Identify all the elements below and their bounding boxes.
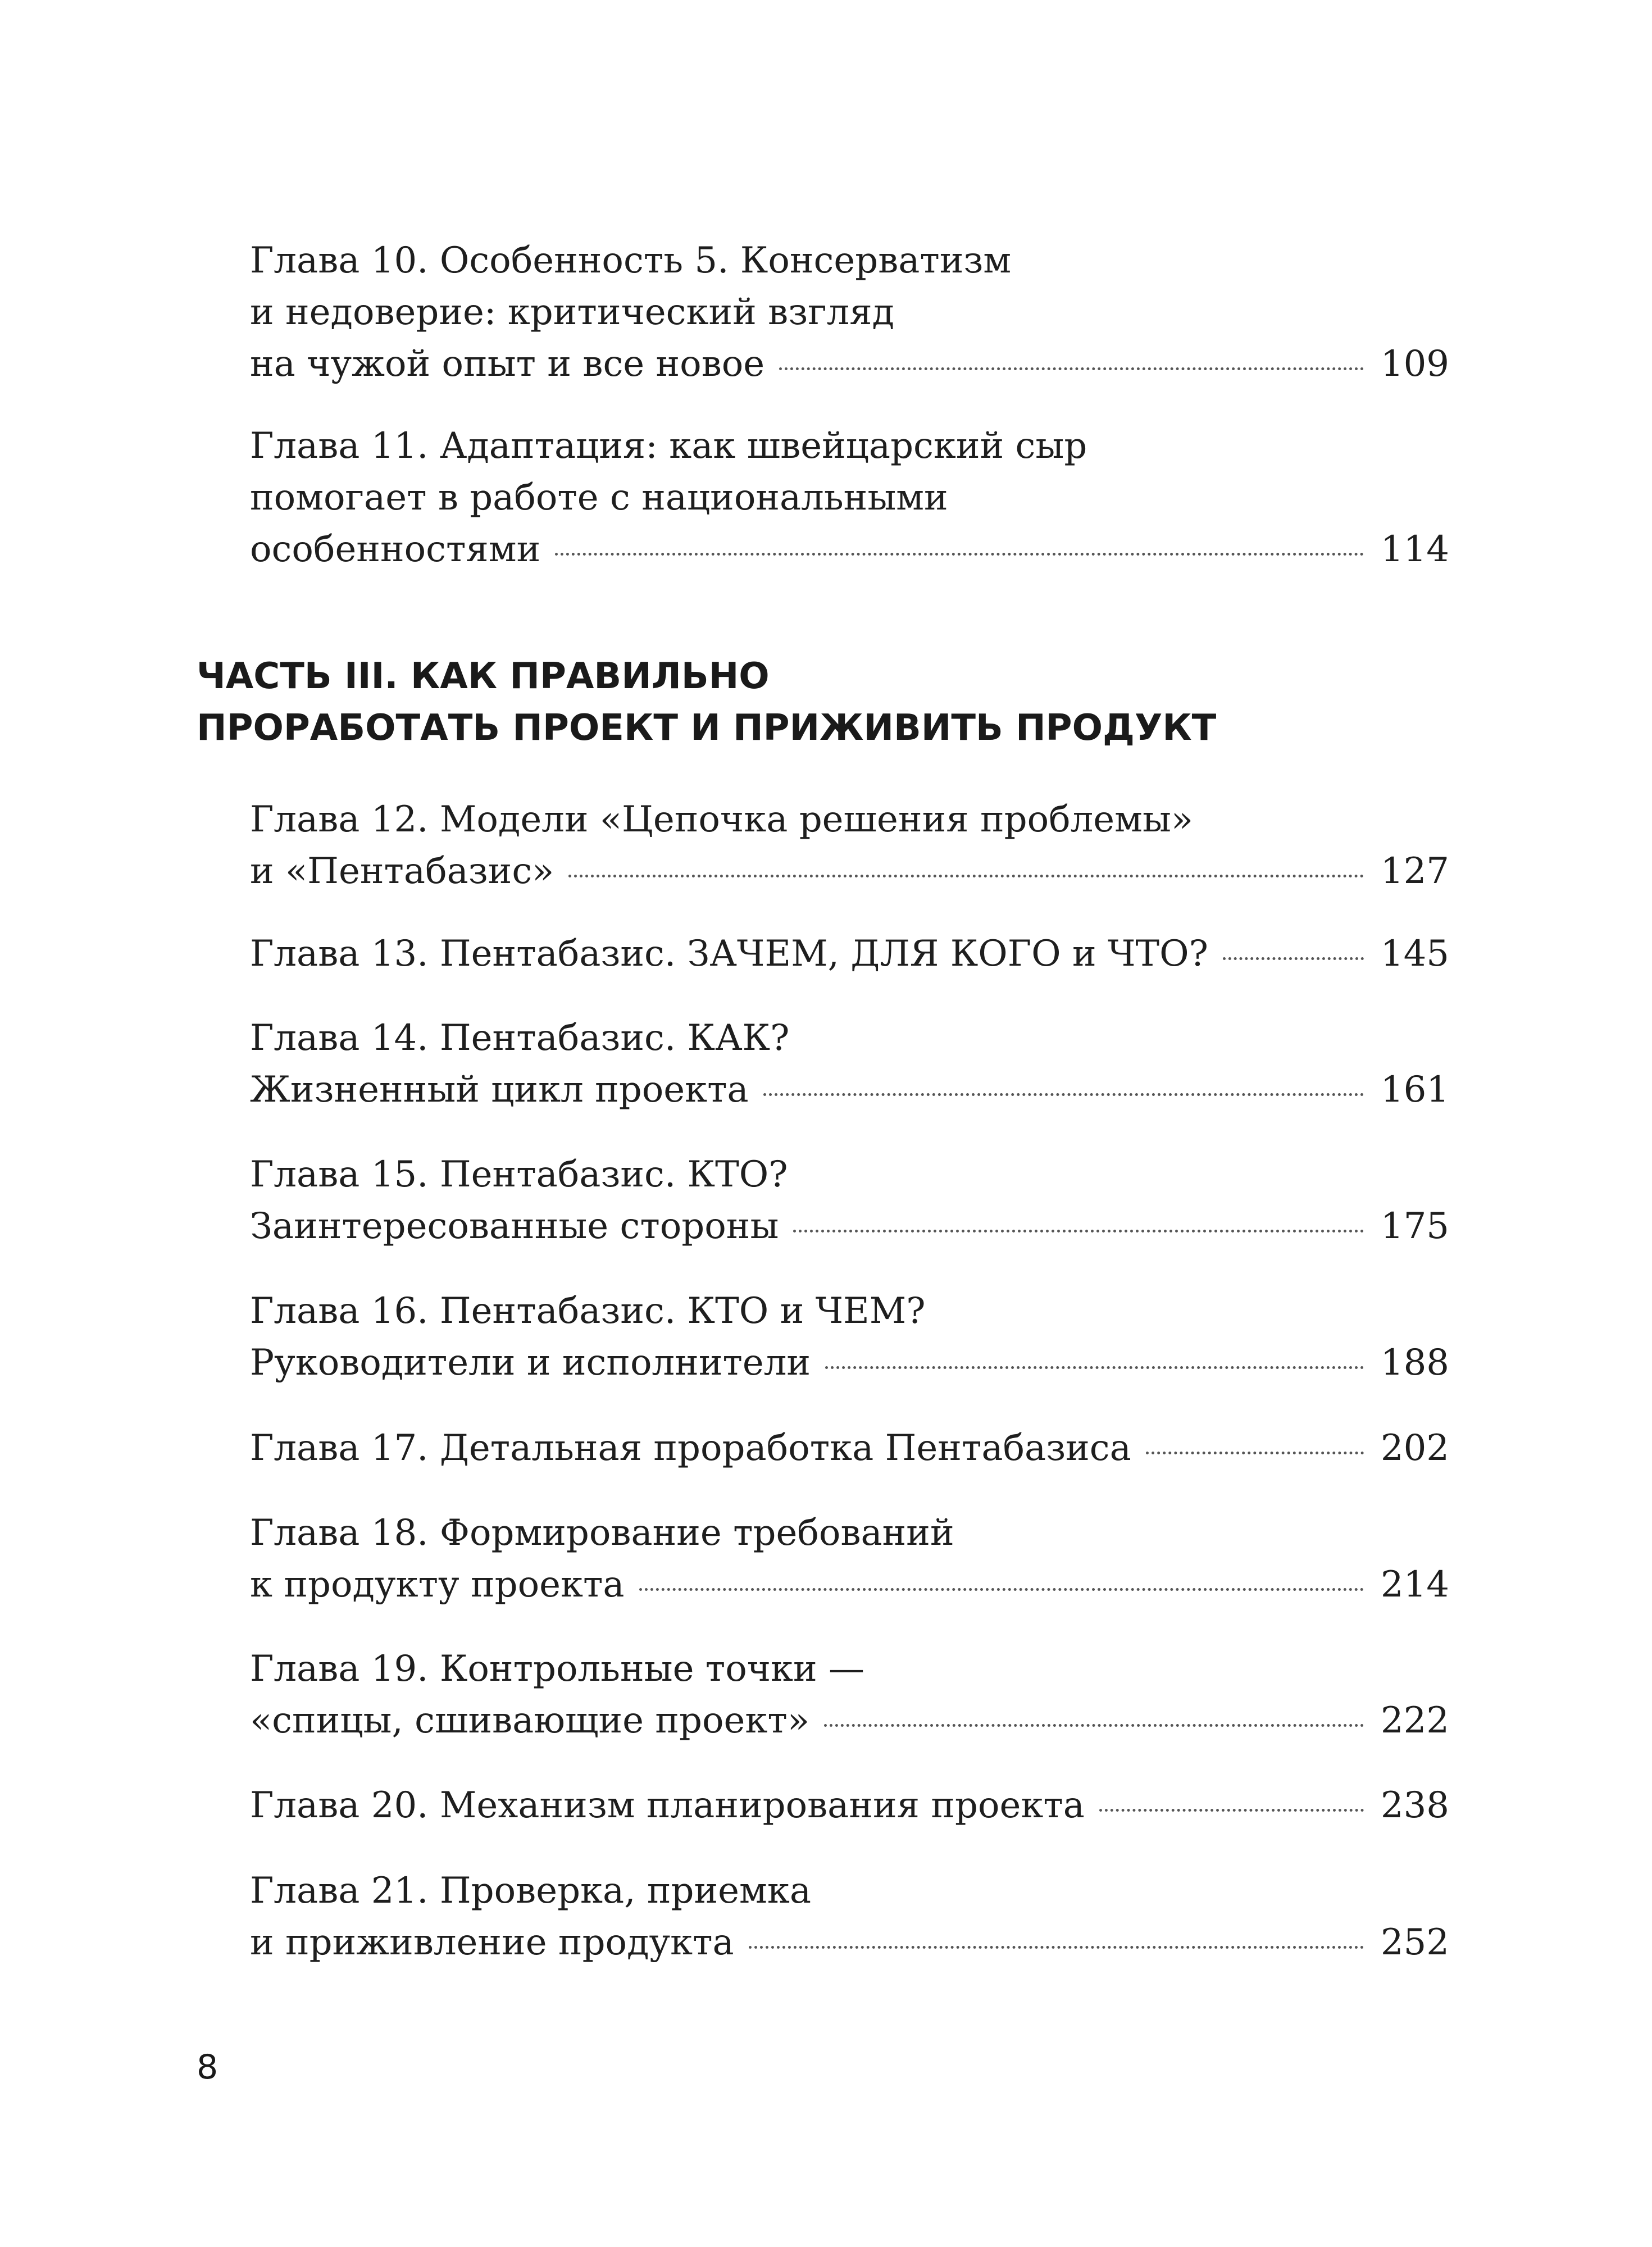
dot-leader (793, 1230, 1363, 1232)
toc-entry-line: Глава 10. Особенность 5. Консерватизм (250, 240, 1012, 281)
dot-leader (639, 1588, 1364, 1591)
dot-leader (824, 1724, 1364, 1727)
toc-entry-last-line (250, 1200, 1449, 1252)
toc-entry-chapter-11 (250, 420, 1449, 575)
dot-leader (568, 875, 1364, 877)
toc-entry-line: Глава 17. Детальная проработка Пентабазиса (250, 1427, 1131, 1469)
toc-entry-line: Глава 11. Адаптация: как швейцарский сыр (250, 425, 1087, 467)
dot-leader (1146, 1452, 1364, 1454)
toc-entry-last-line (250, 1917, 1449, 1968)
toc-entry-line: Глава 12. Модели «Цепочка решения проблемы» (250, 799, 1194, 840)
toc-entry-last-line (250, 1422, 1449, 1474)
toc-entry-chapter-10 (250, 235, 1449, 390)
toc-entry-line: Жизненный цикл проекта (250, 1069, 749, 1111)
dot-leader (763, 1093, 1364, 1096)
toc-entry-line: особенностями (250, 529, 541, 570)
dot-leader (749, 1946, 1364, 1949)
page-folio: 8 (197, 2048, 219, 2087)
dot-leader (555, 553, 1364, 556)
toc-page-number: 222 (1380, 1700, 1449, 1741)
toc-entry-chapter-18 (250, 1507, 1449, 1611)
dot-leader (1223, 957, 1364, 960)
toc-entry-last-line (250, 338, 1449, 390)
toc-entry-chapter-17 (250, 1422, 1449, 1474)
toc-page-number: 114 (1380, 529, 1449, 570)
section-heading-line: ЧАСТЬ III. КАК ПРАВИЛЬНО (197, 656, 770, 697)
toc-page-number: 109 (1380, 343, 1449, 385)
toc-entry-line: помогает в работе с национальными (250, 477, 948, 518)
toc-entry-last-line (250, 928, 1449, 980)
dot-leader (1099, 1809, 1364, 1812)
toc-entry-line: к продукту проекта (250, 1564, 625, 1605)
toc-entry-chapter-15 (250, 1149, 1449, 1252)
toc-entry-line: Глава 21. Проверка, приемка (250, 1870, 811, 1912)
toc-entry-last-line (250, 845, 1449, 897)
toc-entry-last-line (250, 524, 1449, 575)
dot-leader (779, 367, 1364, 370)
toc-entry-line: на чужой опыт и все новое (250, 343, 765, 385)
toc-page-number: 127 (1380, 850, 1449, 892)
toc-entry-line: Глава 19. Контрольные точки — (250, 1648, 865, 1690)
section-heading-line: ПРОРАБОТАТЬ ПРОЕКТ И ПРИЖИВИТЬ ПРОДУКТ (197, 707, 1217, 749)
toc-page-number: 202 (1380, 1427, 1449, 1469)
toc-entry-chapter-19 (250, 1643, 1449, 1746)
toc-page-number: 161 (1380, 1069, 1449, 1111)
toc-entry-line: Глава 18. Формирование требований (250, 1512, 954, 1554)
toc-entry-chapter-13 (250, 928, 1449, 980)
toc-entry-chapter-14 (250, 1012, 1449, 1116)
toc-entry-last-line (250, 1780, 1449, 1831)
toc-entry-line: Глава 15. Пентабазис. КТО? (250, 1154, 788, 1195)
toc-entry-last-line (250, 1064, 1449, 1116)
toc-entry-line: и «Пентабазис» (250, 850, 554, 892)
dot-leader (825, 1366, 1364, 1369)
toc-entry-line: Глава 16. Пентабазис. КТО и ЧЕМ? (250, 1290, 926, 1332)
toc-entry-chapter-16 (250, 1285, 1449, 1389)
toc-entry-line: Глава 13. Пентабазис. ЗАЧЕМ, ДЛЯ КОГО и ЧТО? (250, 933, 1208, 975)
toc-page-number: 175 (1380, 1206, 1449, 1247)
toc-page-number: 188 (1380, 1342, 1449, 1384)
toc-entry-line: и приживление продукта (250, 1922, 734, 1963)
toc-page-number: 252 (1380, 1922, 1449, 1963)
toc-entry-line: Заинтересованные стороны (250, 1206, 779, 1247)
toc-entry-chapter-21 (250, 1865, 1449, 1968)
toc-entry-chapter-12 (250, 794, 1449, 897)
toc-entry-line: Глава 14. Пентабазис. КАК? (250, 1017, 790, 1059)
toc-entry-line: и недоверие: критический взгляд (250, 292, 895, 333)
toc-entry-line: Руководители и исполнители (250, 1342, 811, 1384)
toc-entry-last-line (250, 1559, 1449, 1611)
toc-entry-last-line (250, 1695, 1449, 1746)
toc-page-number: 214 (1380, 1564, 1449, 1605)
toc-entry-line: Глава 20. Механизм планирования проекта (250, 1785, 1085, 1826)
toc-entry-last-line (250, 1337, 1449, 1389)
toc-entry-line: «спицы, сшивающие проект» (250, 1700, 809, 1741)
toc-entry-chapter-20 (250, 1780, 1449, 1831)
toc-page-number: 145 (1380, 933, 1449, 975)
section-heading-part-3 (197, 651, 1489, 754)
toc-page-number: 238 (1380, 1785, 1449, 1826)
